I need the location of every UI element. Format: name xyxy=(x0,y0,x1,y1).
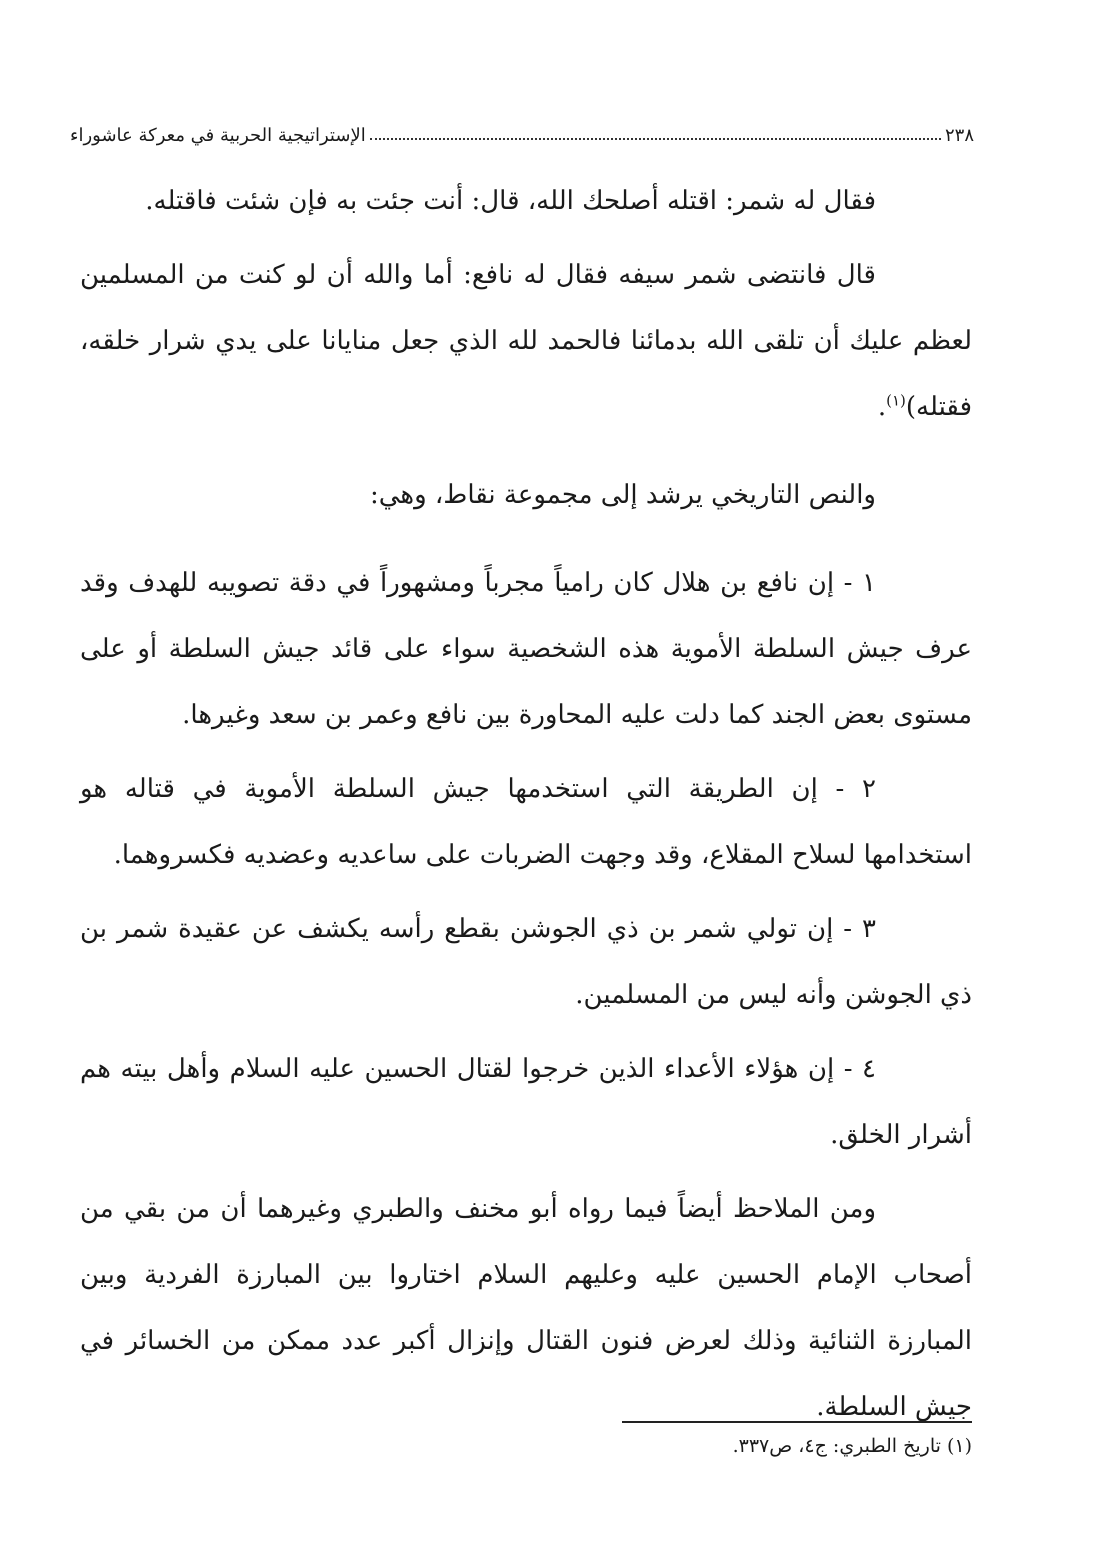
body-text xyxy=(80,168,972,1448)
list-item: ٤ - إن هؤلاء الأعداء الذين خرجوا لقتال الحسين عليه السلام وأهل بيته هم أشرار الخلق. xyxy=(80,1054,972,1150)
paragraph-text: قال فانتضى شمر سيفه فقال له نافع: أما والله أن لو كنت من المسلمين لعظم عليك أن تلقى الله بدمائنا فالحمد لله الذي جعل منايانا على يدي شرار خلقه، فقتله) xyxy=(80,260,972,422)
paragraph: ومن الملاحظ أيضاً فيما رواه أبو مخنف والطبري وغيرهما أن من بقي من أصحاب الإمام الحسين عليه وعليهم السلام اختاروا بين المبارزة الفردية وبين المبارزة الثنائية وذلك لعرض فنون القتال وإنزال أكبر عدد ممكن من الخسائر في جيش السلطة. xyxy=(80,1194,972,1422)
footnote: (١) تاريخ الطبري: ج٤، ص٣٣٧. xyxy=(732,1435,972,1457)
page-number: ٢٣٨ xyxy=(944,125,974,146)
paragraph-with-footnote xyxy=(80,242,972,440)
paragraph: والنص التاريخي يرشد إلى مجموعة نقاط، وهي: xyxy=(369,480,876,510)
paragraph: فقال له شمر: اقتله أصلحك الله، قال: أنت جئت به فإن شئت فاقتله. xyxy=(145,186,876,216)
list-item: ٢ - إن الطريقة التي استخدمها جيش السلطة الأموية في قتاله هو استخدامها لسلاح المقلاع، وقد وجهت الضربات على ساعديه وعضديه فكسروهما. xyxy=(80,774,972,870)
footnote-reference: (١) xyxy=(886,391,906,410)
running-title: الإستراتيجية الحربية في معركة عاشوراء xyxy=(70,125,366,146)
footnote-separator xyxy=(622,1421,972,1423)
running-header xyxy=(70,112,974,146)
header-leader-dots xyxy=(370,138,941,140)
list-item: ١ - إن نافع بن هلال كان رامياً مجرباً ومشهوراً في دقة تصويبه للهدف وقد عرف جيش السلطة الأموية هذه الشخصية سواء على قائد جيش السلطة أو على مستوى بعض الجند كما دلت عليه المحاورة بين نافع وعمر بن سعد وغيرها. xyxy=(80,568,972,730)
paragraph-end-period: . xyxy=(877,392,887,422)
list-item: ٣ - إن تولي شمر بن ذي الجوشن بقطع رأسه يكشف عن عقيدة شمر بن ذي الجوشن وأنه ليس من المسلمين. xyxy=(80,914,972,1010)
